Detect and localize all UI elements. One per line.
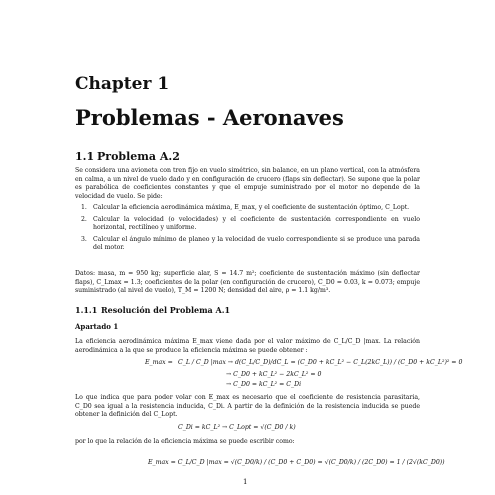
- section-title: Problema A.2: [97, 150, 180, 163]
- list-item: 3. Calcular el ángulo mínimo de planeo y la velocidad de vuelo correspondiente si se produce una parada del motor.: [81, 235, 420, 252]
- equation-emax-result: E_max = C_L/C_D |max = √(C_D0/k) / (C_D0 + C_D0) = √(C_D0/k) / (2C_D0) = 1 / (2√(kC_D0)): [148, 459, 445, 466]
- equation-cl-opt: C_Di = kC_L² → C_Lopt = √(C_D0 / k): [178, 424, 296, 431]
- apartado-heading: Apartado 1: [75, 322, 119, 331]
- chapter-title: Problemas - Aeronaves: [75, 105, 344, 130]
- list-item: 2. Calcular la velocidad (o velocidades) y el coeficiente de sustentación correspondiente en vuelo horizontal, rectilíneo y uniforme.: [81, 215, 420, 232]
- list-item: 1. Calcular la eficiencia aerodinámica máxima, E_max, y el coeficiente de sustentación óptimo, C_Lopt.: [81, 204, 410, 211]
- section-heading: [75, 150, 180, 163]
- induced-drag-paragraph: Lo que indica que para poder volar con E_max es necesario que el coeficiente de resistencia parasitaria, C_D0 sea igual a la resistencia inducida, C_Di. A partir de la definición de la resistencia inducida se puede obtener la definición del C_Lopt.: [75, 394, 420, 419]
- subsection-heading: [75, 305, 230, 315]
- efficiency-paragraph: La eficiencia aerodinámica máxima E_max viene dada por el valor máximo de C_L/C_D |max. La relación aerodinámica a la que se produce la eficiencia máxima se puede obtener :: [75, 338, 420, 354]
- subsection-title: Resolución del Problema A.1: [101, 305, 231, 315]
- question-list: [75, 204, 420, 256]
- relation-paragraph: por lo que la relación de la eficiencia máxima se puede escribir como:: [75, 438, 295, 445]
- chapter-label: Chapter 1: [75, 74, 170, 94]
- equation-emax-line-2: → C_D0 + kC_L² − 2kC_L² = 0: [226, 371, 322, 378]
- page-number: 1: [243, 478, 248, 486]
- equation-emax-line-3: → C_D0 = kC_L² = C_Di: [226, 381, 302, 388]
- data-paragraph: Datos: masa, m = 950 kg; superficie alar, S = 14.7 m²; coeficiente de sustentación máximo (sin deflectar flaps), C_Lmax = 1.3; coeficientes de la polar (en configuración de crucero), C_D0 = 0.03, k = 0.073; empuje suministrado (al nivel de vuelo), T_M = 1200 N; densidad del aire, ρ = 1.1 kg/m³.: [75, 270, 420, 295]
- subsection-number: 1.1.1: [75, 305, 98, 315]
- intro-paragraph: Se considera una avioneta con tren fijo en vuelo simétrico, sin balance, en un plano vertical, con la atmósfera en calma, a un nivel de vuelo dado y en configuración de crucero (flaps sin deflectar). Se supone que la polar es parabólica de coeficientes constantes y que el empuje suministrado por el motor no depende de la velocidad de vuelo. Se pide:: [75, 167, 420, 200]
- section-number: 1.1: [75, 150, 95, 163]
- equation-emax-lhs: E_max =: [145, 359, 173, 366]
- equation-emax-line-1: C_L / C_D |max → d(C_L/C_D)/dC_L = (C_D0 + kC_L² − C_L(2kC_L)) / (C_D0 + kC_L²)² = 0: [178, 359, 463, 366]
